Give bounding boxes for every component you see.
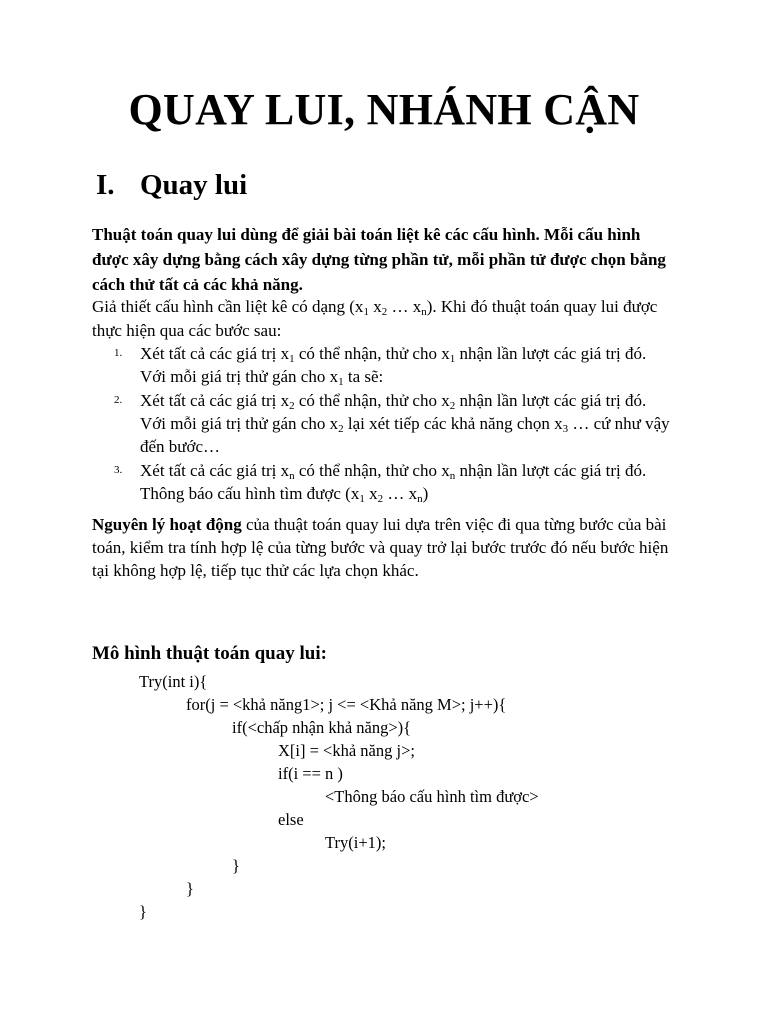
step-text: có thể nhận, thử cho x [294,344,450,363]
code-line: <Thông báo cấu hình tìm được> [325,787,539,806]
step-text: nhận lần lượt các giá trị đó. Với mỗi giá trị thử gán cho x [140,344,647,386]
subscript: 1 [338,376,344,388]
step-text: nhận lần lượt các giá trị đó. Thông báo cấu hình tìm được (x [140,461,647,503]
code-line: Try(int i){ [139,672,208,691]
intro-paragraph: Thuật toán quay lui dùng để giải bài toán liệt kê các cấu hình. Mỗi cấu hình được xây dựng bằng cách xây dựng từng phần tử, mỗi phần tử được chọn bằng cách thử tất cả các khả năng. [92,225,666,294]
subscript: n [417,493,423,505]
assumption-text: ). Khi đó thuật toán quay lui được thực hiện qua các bước sau: [92,297,658,340]
step-text: lại xét tiếp các khả năng chọn x [343,414,563,433]
code-line: } [186,879,194,898]
step-text: Xét tất cả các giá trị x [140,391,290,410]
assumption-text: x [368,297,382,316]
model-heading: Mô hình thuật toán quay lui: [92,643,327,664]
assumption-text: … x [387,297,422,316]
step-number: 3. [114,464,123,476]
principle-text: của thuật toán quay lui dựa trên việc đi qua từng bước của bài toán, kiểm tra tính hợp lệ của từng bước và quay trở lại bước trước đó nếu bước hiện tại không hợp lệ, tiếp tục thử các lựa chọn khác. [92,515,669,580]
subscript: 2 [381,306,388,318]
subscript: n [421,306,427,318]
subscript: 1 [363,306,369,318]
assumption-text: Giả thiết cấu hình cần liệt kê có dạng (x [92,297,364,316]
code-block [139,670,699,923]
step-text: … cứ như vậy đến bước… [140,414,670,456]
code-line: else [278,810,304,829]
code-line: } [139,902,147,921]
subscript: 1 [449,353,456,365]
code-line: } [232,856,240,875]
code-line: if(i == n ) [278,764,343,783]
page-title: QUAY LUI, NHÁNH CẬN [128,85,640,134]
step-text: có thể nhận, thử cho x [294,461,450,480]
step-text: Xét tất cả các giá trị x [140,461,290,480]
code-line: X[i] = <khả năng j>; [278,741,415,760]
subscript: 2 [449,400,456,412]
section-heading [96,168,247,203]
step-text: … x [383,484,418,503]
code-line: Try(i+1); [325,833,386,852]
step-text: nhận lần lượt các giá trị đó. Với mỗi giá trị thử gán cho x [140,391,647,433]
step-number: 1. [114,347,123,359]
subscript: 2 [377,493,384,505]
code-line: for(j = <khả năng1>; j <= <Khả năng M>; j++){ [186,695,507,714]
step-text: x [364,484,378,503]
assumption-paragraph [92,295,672,343]
step-text: có thể nhận, thử cho x [294,391,450,410]
step-item [110,342,670,388]
step-number: 2. [114,394,123,406]
step-item [110,389,670,458]
section-number: I. [96,169,115,201]
principle-paragraph [92,513,672,582]
step-text: ta sẽ: [343,367,384,386]
subscript: 2 [289,400,295,412]
section-title: Quay lui [140,169,248,201]
subscript: 1 [289,353,295,365]
step-text: Xét tất cả các giá trị x [140,344,290,363]
steps-list [110,342,670,506]
subscript: 3 [562,423,569,435]
code-line: if(<chấp nhận khả năng>){ [232,718,412,737]
subscript: n [289,470,295,482]
principle-bold: Nguyên lý hoạt động [92,515,242,534]
subscript: 1 [359,493,365,505]
step-text: ) [422,484,429,503]
step-item [110,459,670,505]
subscript: 2 [338,423,344,435]
subscript: n [449,470,456,482]
